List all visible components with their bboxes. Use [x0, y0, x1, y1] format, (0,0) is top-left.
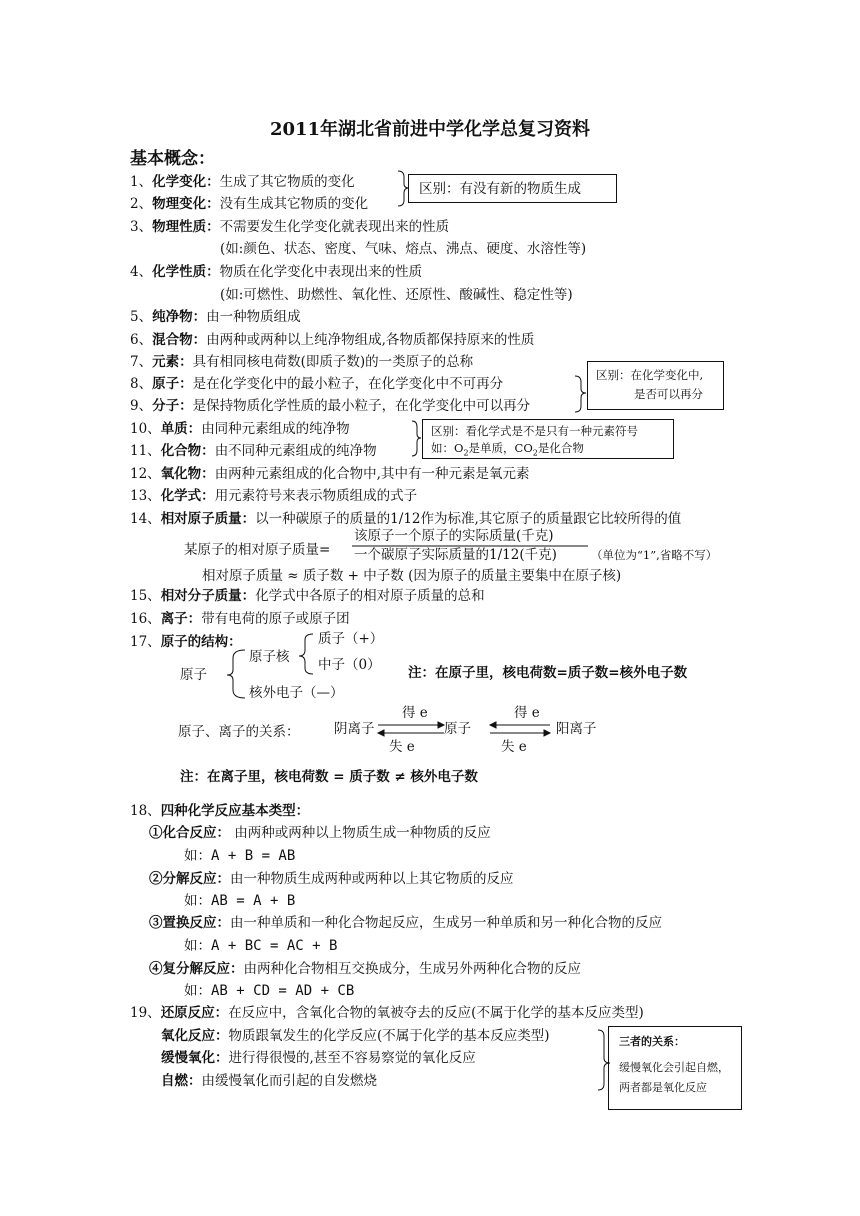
relative-mass-numerator: 该原子一个原子的实际质量(千克) — [354, 528, 554, 544]
redox-item: 19、还原反应：在反应中，含氧化合物的氧被夺去的反应(不属于化学的基本反应类型) — [130, 1005, 644, 1021]
electron-label: 核外电子（—） — [249, 685, 344, 701]
slow-oxidation-item: 缓慢氧化：进行得很慢的,甚至不容易察觉的氧化反应 — [161, 1050, 476, 1066]
list-item-example: (如:颜色、状态、密度、气味、熔点、沸点、硬度、水溶性等) — [220, 241, 587, 257]
ion-atom-label: 原子 — [444, 721, 471, 737]
brace-change — [398, 171, 409, 206]
section-heading: 基本概念： — [130, 149, 215, 169]
list-item: 8、原子：是在化学变化中的最小粒子，在化学变化中不可再分 — [130, 376, 504, 392]
list-item: 16、离子：带有电荷的原子或原子团 — [130, 611, 350, 627]
page-title: 2011年湖北省前进中学化学总复习资料 — [269, 119, 591, 140]
reaction-example: 如：AB = A + B — [184, 893, 296, 909]
reaction-type: ①化合反应： 由两种或两种以上物质生成一种物质的反应 — [149, 825, 491, 841]
lose-electron-left: 失 e — [389, 739, 415, 755]
reaction-type: ②分解反应：由一种物质生成两种或两种以上其它物质的反应 — [149, 871, 514, 887]
brace-nucleus — [299, 634, 313, 674]
brace-element — [412, 421, 421, 456]
element-difference-example: 如：$O_2$是单质，$CO_2$是化合物 — [431, 441, 584, 458]
relative-mass-label: 某原子的相对原子质量= — [184, 542, 331, 558]
spontaneous-combustion-item: 自燃：由缓慢氧化而引起的自发燃烧 — [161, 1073, 377, 1089]
relative-mass-unit-note: （单位为“1”,省略不写） — [591, 548, 718, 562]
list-item: 14、相对原子质量：以一种碳原子的质量的1/12作为标准,其它原子的质量跟它比较所得的值 — [130, 511, 682, 527]
list-item: 15、相对分子质量：化学式中各原子的相对原子质量的总和 — [130, 588, 485, 604]
list-item: 5、纯净物：由一种物质组成 — [130, 309, 301, 325]
list-item: 10、单质：由同种元素组成的纯净物 — [130, 421, 350, 437]
reaction-type: ④复分解反应：由两种化合物相互交换成分，生成另外两种化合物的反应 — [149, 961, 581, 977]
list-item: 17、原子的结构： — [130, 634, 242, 650]
anion-label: 阴离子 — [334, 721, 375, 737]
list-item: 1、化学变化：生成了其它物质的变化 — [130, 174, 355, 190]
atom-molecule-difference-note: 区别：在化学变化中, 是否可以再分 — [587, 361, 724, 410]
relationship-note: 三者的关系： 缓慢氧化会引起自燃， 两者都是氧化反应 — [608, 1026, 742, 1110]
proton-label: 质子（+） — [318, 631, 384, 647]
nucleus-label: 原子核 — [249, 649, 290, 665]
neutron-label: 中子（0） — [318, 657, 381, 673]
ion-relation-label: 原子、离子的关系： — [178, 724, 300, 740]
gain-electron-left: 得 e — [402, 705, 428, 721]
list-item-example: (如:可燃性、助燃性、氧化性、还原性、酸碱性、稳定性等) — [220, 287, 573, 303]
reaction-example: 如：AB + CD = AD + CB — [184, 983, 355, 999]
change-difference-note: 区别：有没有新的物质生成 — [408, 174, 617, 203]
relative-mass-denominator: 一个碳原子实际质量的1/12(千克) — [354, 547, 557, 563]
relative-mass-approx: 相对原子质量 ≈ 质子数 + 中子数 (因为原子的质量主要集中在原子核) — [202, 568, 622, 584]
brace-atom — [227, 650, 245, 698]
list-item: 12、氧化物：由两种元素组成的化合物中,其中有一种元素是氧元素 — [130, 466, 530, 482]
reaction-example: 如：A + BC = AC + B — [184, 938, 338, 954]
gain-electron-right: 得 e — [514, 705, 540, 721]
list-item: 11、化合物：由不同种元素组成的纯净物 — [130, 443, 377, 459]
list-item: 13、化学式：用元素符号来表示物质组成的式子 — [130, 488, 418, 504]
atom-label: 原子 — [180, 667, 207, 683]
cation-label: 阳离子 — [556, 721, 597, 737]
reaction-example: 如：A + B = AB — [184, 848, 296, 864]
atom-structure-note: 注：在原子里，核电荷数=质子数=核外电子数 — [408, 665, 688, 681]
list-item: 2、物理变化：没有生成其它物质的变化 — [130, 196, 369, 212]
list-item: 4、化学性质：物质在化学变化中表现出来的性质 — [130, 264, 423, 280]
brace-atom-molecule — [575, 376, 586, 412]
brace-redox — [598, 1030, 610, 1090]
lose-electron-right: 失 e — [501, 739, 527, 755]
reactions-heading: 18、四种化学反应基本类型： — [130, 803, 310, 819]
reaction-type: ③置换反应：由一种单质和一种化合物起反应，生成另一种单质和另一种化合物的反应 — [149, 915, 662, 931]
oxidation-item: 氧化反应：物质跟氧发生的化学反应(不属于化学的基本反应类型) — [161, 1028, 550, 1044]
ion-relation-note: 注：在离子里，核电荷数 = 质子数 ≠ 核外电子数 — [180, 769, 478, 785]
list-item: 3、物理性质：不需要发生化学变化就表现出来的性质 — [130, 219, 450, 235]
list-item: 9、分子：是保持物质化学性质的最小粒子，在化学变化中可以再分 — [130, 398, 531, 414]
list-item: 7、元素：具有相同核电荷数(即质子数)的一类原子的总称 — [130, 354, 474, 370]
element-difference-note: 区别：看化学式是不是只有一种元素符号 如：$O_2$是单质，$CO_2$是化合物 — [422, 419, 674, 459]
list-item: 6、混合物：由两种或两种以上纯净物组成,各物质都保持原来的性质 — [130, 332, 535, 348]
